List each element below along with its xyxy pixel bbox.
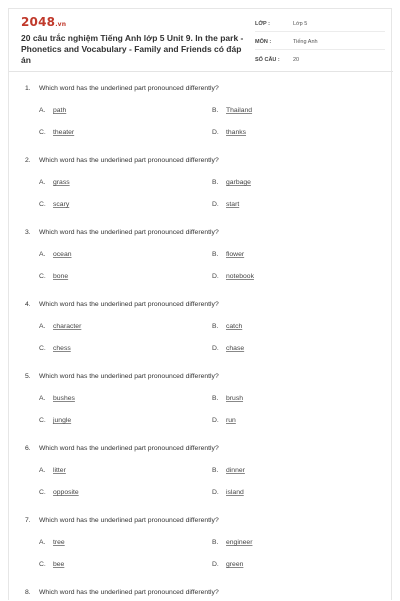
question-number: 3.: [25, 229, 31, 236]
option-b[interactable]: [212, 539, 252, 546]
meta-panel: [255, 14, 385, 68]
option-word: scary: [53, 201, 70, 208]
question-number: 7.: [25, 517, 31, 524]
question-prompt: Which word has the underlined part pronounced differently?: [39, 85, 219, 92]
option-letter: A.: [39, 467, 46, 474]
logo-text: 2048: [21, 15, 56, 29]
option-d[interactable]: [212, 129, 246, 136]
option-letter: C.: [39, 561, 46, 568]
document-header: [9, 9, 393, 72]
option-word: flower: [226, 251, 245, 258]
option-c[interactable]: [39, 417, 71, 424]
meta-subject: [255, 32, 385, 50]
option-c[interactable]: [39, 561, 64, 568]
option-c[interactable]: [39, 273, 68, 280]
option-b[interactable]: [212, 107, 252, 114]
option-word: chess: [53, 345, 71, 352]
option-word: green: [226, 561, 244, 568]
option-word: ocean: [53, 251, 72, 258]
option-a[interactable]: [39, 539, 65, 546]
question-text: [25, 85, 219, 92]
option-a[interactable]: [39, 107, 66, 114]
question-prompt: Which word has the underlined part pronounced differently?: [39, 445, 219, 452]
option-word: theater: [53, 129, 75, 136]
document-title: 20 câu trắc nghiệm Tiếng Anh lớp 5 Unit 9. In the park - Phonetics and Vocabulary - Family and Friends có đáp án: [21, 33, 244, 65]
question-2: [9, 143, 393, 215]
option-d[interactable]: [212, 201, 239, 208]
option-word: Thailand: [226, 107, 253, 114]
option-word: grass: [53, 179, 70, 186]
question-text: [25, 229, 219, 236]
question-4: [9, 287, 393, 359]
meta-grade: [255, 14, 385, 32]
option-d[interactable]: [212, 417, 236, 424]
option-letter: B.: [212, 323, 219, 330]
question-1: [9, 71, 393, 143]
option-letter: C.: [39, 417, 46, 424]
option-a[interactable]: [39, 179, 70, 186]
option-word: run: [226, 417, 236, 424]
option-letter: A.: [39, 395, 46, 402]
question-prompt: Which word has the underlined part pronounced differently?: [39, 157, 219, 164]
question-number: 5.: [25, 373, 31, 380]
option-letter: D.: [212, 561, 219, 568]
option-word: path: [53, 107, 67, 114]
option-a[interactable]: [39, 395, 75, 402]
option-letter: C.: [39, 489, 46, 496]
option-b[interactable]: [212, 395, 243, 402]
option-d[interactable]: [212, 273, 254, 280]
option-word: thanks: [226, 129, 247, 136]
option-letter: C.: [39, 129, 46, 136]
option-word: bee: [53, 561, 65, 568]
question-number: 1.: [25, 85, 31, 92]
question-6: [9, 431, 393, 503]
option-word: catch: [226, 323, 243, 330]
meta-count: [255, 50, 385, 68]
question-text: [25, 157, 219, 164]
question-5: [9, 359, 393, 431]
option-a[interactable]: [39, 467, 66, 474]
question-text: [25, 517, 219, 524]
count-label: SỐ CÂU :: [255, 57, 280, 63]
subject-label: MÔN :: [255, 39, 272, 45]
option-word: start: [226, 201, 240, 208]
option-b[interactable]: [212, 467, 245, 474]
question-number: 6.: [25, 445, 31, 452]
option-letter: B.: [212, 107, 219, 114]
question-text: [25, 373, 219, 380]
site-logo[interactable]: [21, 15, 66, 29]
option-letter: A.: [39, 107, 46, 114]
option-letter: B.: [212, 539, 219, 546]
question-text: [25, 301, 219, 308]
option-letter: A.: [39, 539, 46, 546]
option-letter: A.: [39, 323, 46, 330]
option-letter: A.: [39, 179, 46, 186]
option-letter: B.: [212, 251, 219, 258]
question-text: [25, 445, 219, 452]
option-b[interactable]: [212, 323, 242, 330]
question-number: 2.: [25, 157, 31, 164]
option-word: tree: [53, 539, 65, 546]
option-word: island: [226, 489, 244, 496]
option-c[interactable]: [39, 201, 69, 208]
question-prompt: Which word has the underlined part pronounced differently?: [39, 373, 219, 380]
option-word: engineer: [226, 539, 253, 546]
question-number: 8.: [25, 589, 31, 596]
option-d[interactable]: [212, 489, 244, 496]
option-c[interactable]: [39, 345, 71, 352]
option-letter: A.: [39, 251, 46, 258]
grade-value: Lớp 5: [293, 21, 308, 27]
option-letter: C.: [39, 273, 46, 280]
question-8: [9, 575, 393, 601]
option-b[interactable]: [212, 179, 251, 186]
option-c[interactable]: [39, 489, 79, 496]
option-letter: D.: [212, 201, 219, 208]
option-word: character: [53, 323, 82, 330]
question-prompt: Which word has the underlined part pronounced differently?: [39, 517, 219, 524]
option-word: dinner: [226, 467, 245, 474]
question-prompt: Which word has the underlined part pronounced differently?: [39, 229, 219, 236]
option-a[interactable]: [39, 251, 72, 258]
question-7: [9, 503, 393, 575]
count-value: 20: [293, 57, 300, 63]
option-letter: C.: [39, 345, 46, 352]
logo-suffix: .vn: [55, 21, 67, 28]
option-letter: D.: [212, 489, 219, 496]
option-word: bushes: [53, 395, 75, 402]
option-letter: B.: [212, 395, 219, 402]
question-text: [25, 589, 219, 596]
option-letter: D.: [212, 417, 219, 424]
option-letter: B.: [212, 179, 219, 186]
option-word: garbage: [226, 179, 251, 186]
document-sheet: [8, 8, 392, 600]
option-d[interactable]: [212, 345, 244, 352]
question-prompt: Which word has the underlined part pronounced differently?: [39, 301, 219, 308]
option-word: notebook: [226, 273, 254, 280]
option-c[interactable]: [39, 129, 74, 136]
question-3: [9, 215, 393, 287]
subject-value: Tiếng Anh: [293, 39, 318, 45]
option-a[interactable]: [39, 323, 81, 330]
question-number: 4.: [25, 301, 31, 308]
option-word: chase: [226, 345, 245, 352]
option-b[interactable]: [212, 251, 244, 258]
grade-label: LỚP :: [255, 21, 270, 27]
option-word: brush: [226, 395, 244, 402]
question-prompt: Which word has the underlined part pronounced differently?: [39, 589, 219, 596]
option-word: bone: [53, 273, 69, 280]
option-letter: D.: [212, 129, 219, 136]
option-word: opposite: [53, 489, 79, 496]
option-letter: D.: [212, 273, 219, 280]
option-letter: D.: [212, 345, 219, 352]
option-d[interactable]: [212, 561, 243, 568]
option-letter: B.: [212, 467, 219, 474]
option-letter: C.: [39, 201, 46, 208]
option-word: litter: [53, 467, 66, 474]
option-word: jungle: [53, 417, 72, 424]
